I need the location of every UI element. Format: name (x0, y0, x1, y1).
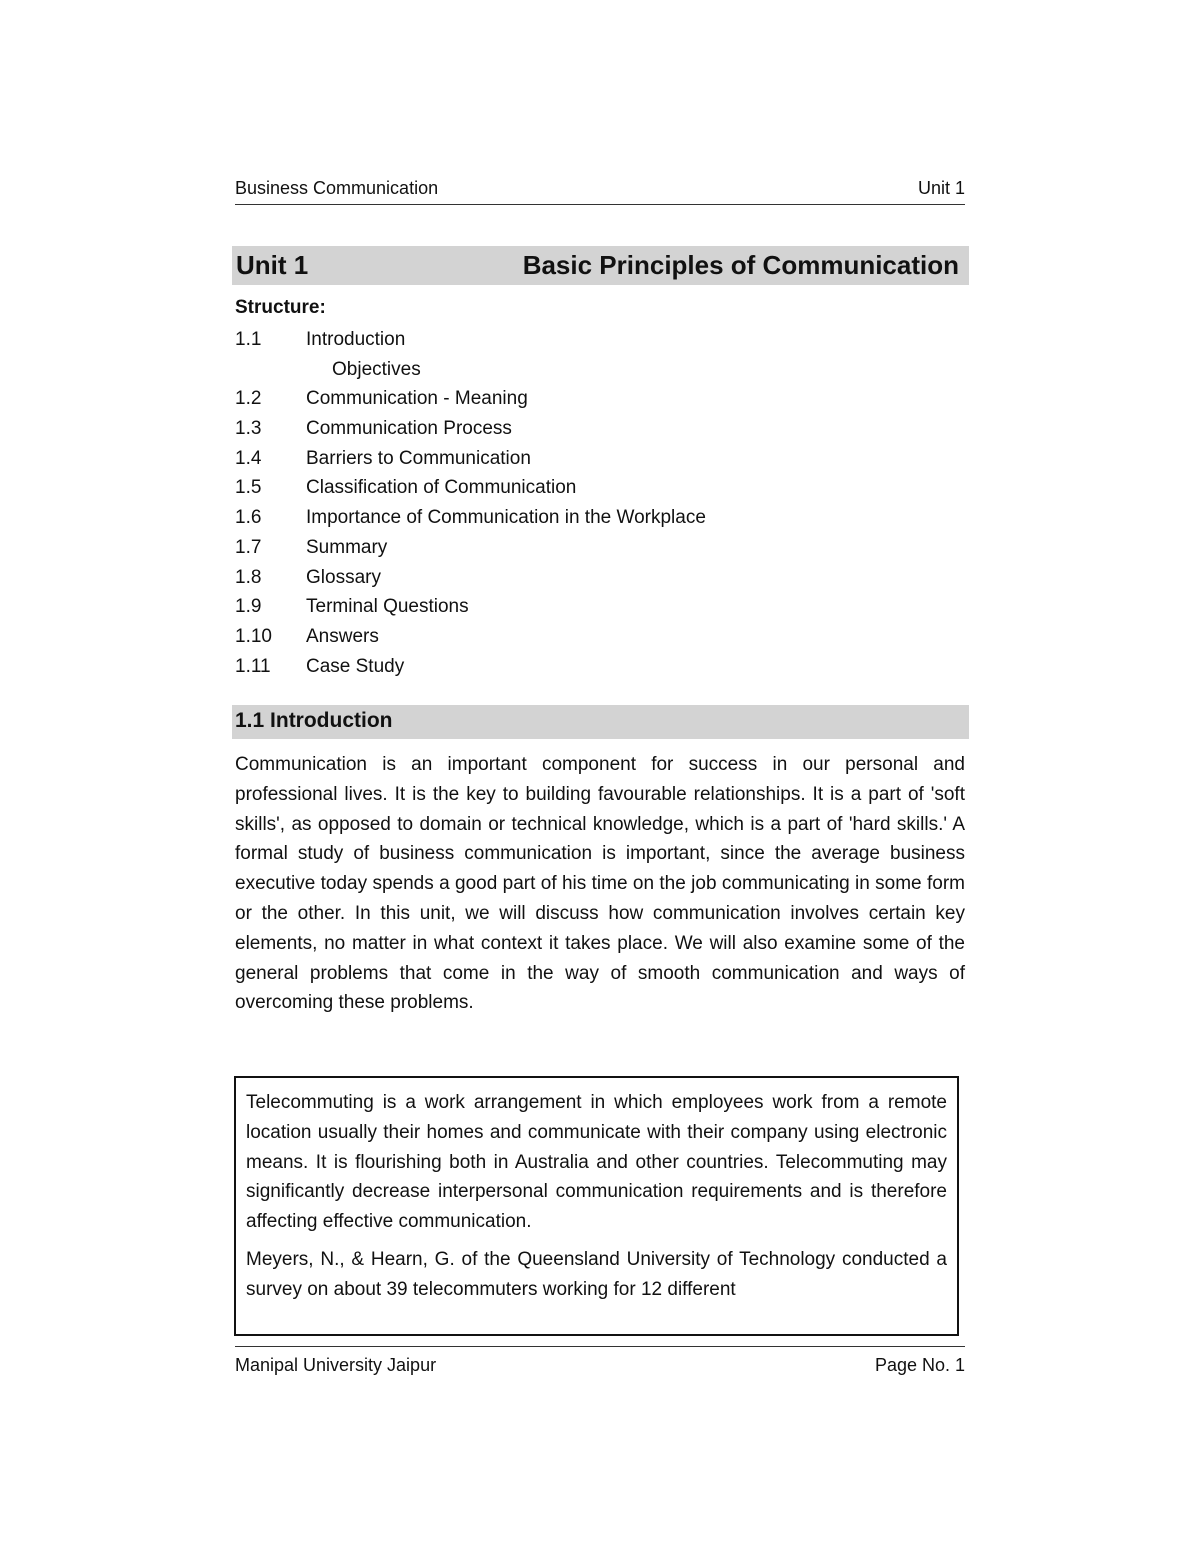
structure-item-text: Case Study (306, 655, 405, 677)
unit-title-bar (232, 246, 969, 285)
footer-page-number: Page No. 1 (874, 1355, 965, 1375)
structure-item-number: 1.2 (235, 388, 262, 410)
running-footer (235, 1346, 965, 1377)
structure-item-text: Terminal Questions (306, 596, 469, 618)
structure-item (235, 503, 935, 533)
structure-item-number: 1.5 (235, 477, 262, 499)
structure-subitem (235, 355, 935, 385)
structure-item (235, 652, 935, 682)
structure-item-text: Answers (306, 625, 379, 647)
structure-item-text: Importance of Communication in the Workplace (306, 507, 706, 529)
footer-university: Manipal University Jaipur (235, 1355, 437, 1375)
telecommuting-box (234, 1076, 959, 1336)
section-heading-bar (232, 705, 969, 739)
structure-item (235, 473, 935, 503)
structure-item-text: Communication - Meaning (306, 388, 528, 410)
unit-number: Unit 1 (236, 250, 309, 280)
structure-item-number: 1.3 (235, 418, 262, 440)
introduction-paragraph: Communication is an important component for success in our personal and professional lives. It is the key to building favourable relationships. It is a part of 'soft skills', as opposed to domain or technical knowledge, which is a part of 'hard skills.' A formal study of business communication is important, since the average business executive today spends a good part of his time on the job communicating in some form or the other. In this unit, we will discuss how communication involves certain key elements, no matter in what context it takes place. We will also examine some of the general problems that come in the way of smooth communication and ways of overcoming these problems. (235, 754, 965, 1014)
box-paragraph-2: Meyers, N., & Hearn, G. of the Queensland University of Technology conducted a survey on about 39 telecommuters working for 12 different (246, 1248, 947, 1300)
structure-item-text: Barriers to Communication (306, 447, 531, 469)
structure-item-number: 1.8 (235, 566, 262, 588)
header-course-title: Business Communication (235, 178, 439, 198)
structure-item (235, 325, 935, 355)
structure-item-text: Glossary (306, 566, 381, 588)
structure-item (235, 592, 935, 622)
structure-item (235, 414, 935, 444)
header-unit-label: Unit 1 (917, 178, 965, 198)
structure-item-number: 1.11 (235, 655, 271, 677)
structure-item-text: Introduction (306, 329, 406, 350)
structure-item-number: 1.9 (235, 596, 262, 618)
unit-name: Basic Principles of Communication (522, 250, 959, 280)
structure-item-text: Summary (306, 536, 388, 558)
structure-item (235, 563, 935, 593)
structure-item-text: Objectives (332, 358, 421, 380)
structure-item-text: Classification of Communication (306, 477, 577, 499)
structure-list (235, 325, 935, 681)
structure-item (235, 533, 935, 563)
structure-item (235, 444, 935, 474)
structure-item-number: 1.10 (235, 625, 272, 647)
structure-label: Structure: (235, 297, 326, 318)
box-paragraph-1: Telecommuting is a work arrangement in which employees work from a remote location usually their homes and communicate with their company using electronic means. It is flourishing both in Australia and other countries. Telecommuting may significantly decrease interpersonal communication requirements and is therefore affecting effective communication. (246, 1092, 947, 1233)
running-header (235, 176, 965, 205)
structure-item (235, 384, 935, 414)
structure-item-number: 1.1 (235, 329, 262, 350)
structure-item-number: 1.7 (235, 536, 262, 558)
structure-item-number: 1.4 (235, 447, 262, 469)
structure-item-text: Communication Process (306, 418, 512, 440)
structure-item (235, 622, 935, 652)
section-heading: 1.1 Introduction (235, 709, 393, 732)
structure-item-number: 1.6 (235, 507, 262, 529)
